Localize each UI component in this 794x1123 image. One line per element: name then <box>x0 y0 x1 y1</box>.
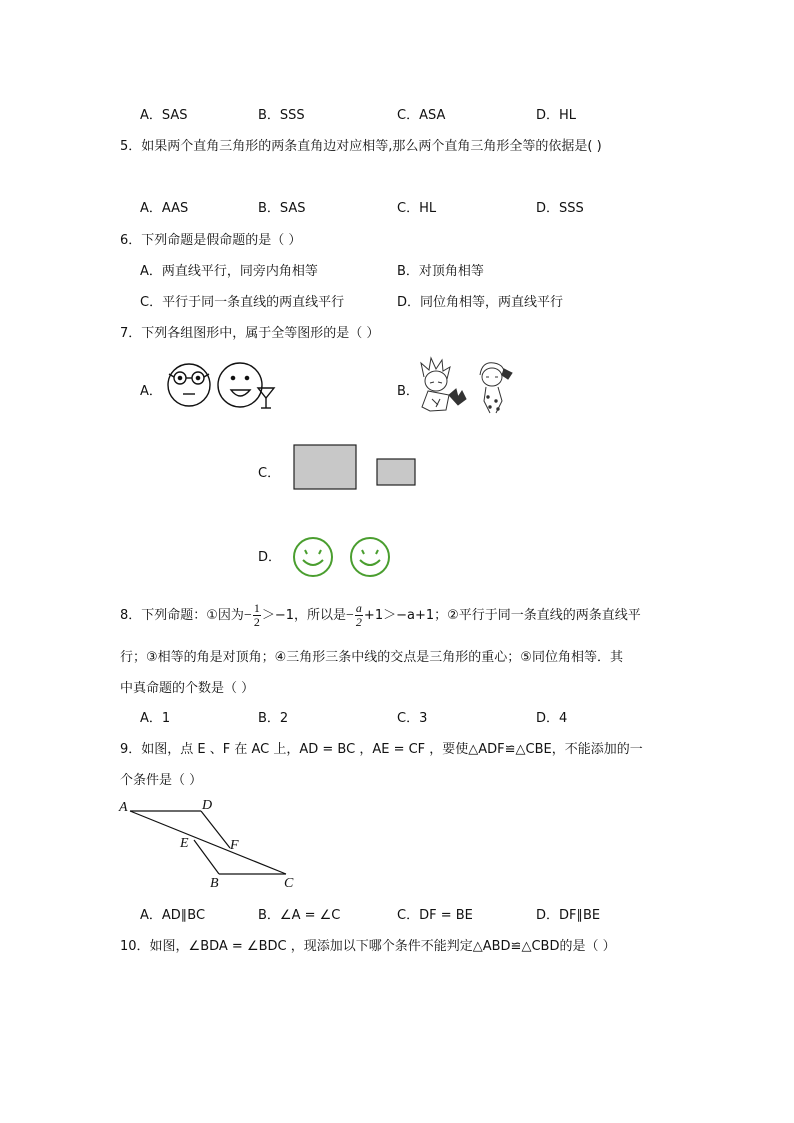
q5-stem: 5．如果两个直角三角形的两条直角边对应相等,那么两个直角三角形全等的依据是( ) <box>120 139 602 154</box>
label-B: B <box>210 876 219 891</box>
label-D: D <box>202 798 213 813</box>
q7-label-c: C． <box>258 466 281 481</box>
q8-option-b: B．2 <box>258 711 289 726</box>
q10-stem: 10．如图，∠BDA = ∠BDC ，现添加以下哪个条件不能判定△ABD≌△CBD的是（ ） <box>120 939 616 954</box>
segment-DF <box>201 811 230 848</box>
q9-option-a: A．AD∥BC <box>140 908 206 923</box>
q5-option-c: C．HL <box>397 201 437 216</box>
label-F: F <box>230 838 239 853</box>
q7-stem: 7．下列各组图形中，属于全等图形的是（ ） <box>120 326 380 341</box>
q6-option-b: B．对顶角相等 <box>397 264 484 279</box>
q7-figure-c <box>292 443 420 493</box>
q5-option-a: A．AAS <box>140 201 189 216</box>
q4-option-c: C．ASA <box>397 108 446 123</box>
q4-option-b: B．SSS <box>258 108 305 123</box>
q7-label-d: D． <box>258 550 282 565</box>
green-smiley-icon <box>294 538 332 576</box>
q5-option-d: D．SSS <box>536 201 584 216</box>
small-rectangle <box>377 459 415 485</box>
q7-label-a: A． <box>140 384 162 399</box>
label-C: C <box>284 876 294 891</box>
q8-fraction-1: $\frac{1}{2}$ <box>253 601 260 629</box>
q8-stem-line3: 中真命题的个数是（ ） <box>120 681 255 696</box>
q7-label-b: B． <box>397 384 419 399</box>
cartoon-boy-icon <box>421 358 466 411</box>
q9-option-b: B．∠A = ∠C <box>258 908 341 923</box>
q7-figure-a <box>166 358 278 414</box>
q8-option-a: A．1 <box>140 711 171 726</box>
cartoon-girl-icon <box>480 363 512 413</box>
large-rectangle <box>294 445 356 489</box>
green-smiley-icon <box>351 538 389 576</box>
q7-figure-b <box>416 355 516 417</box>
q6-option-d: D．同位角相等，两直线平行 <box>397 295 564 310</box>
q8-stem-line2: 行；③相等的角是对顶角；④三角形三条中线的交点是三角形的重心；⑤同位角相等．其 <box>120 650 623 665</box>
q7-figure-d <box>290 534 394 580</box>
q8-ineq1: ＞−1，所以是 <box>261 608 347 623</box>
q6-option-c: C．平行于同一条直线的两直线平行 <box>140 295 345 310</box>
smiley-cocktail-icon <box>218 363 274 408</box>
q8-option-c: C．3 <box>397 711 428 726</box>
q8-option-d: D．4 <box>536 711 568 726</box>
q9-figure <box>114 794 304 892</box>
label-A: A <box>119 800 128 815</box>
q6-stem: 6．下列命题是假命题的是（ ） <box>120 233 302 248</box>
q5-option-b: B．SAS <box>258 201 306 216</box>
q9-stem-line2: 个条件是（ ） <box>120 773 203 788</box>
q9-option-d: D．DF∥BE <box>536 908 601 923</box>
glasses-face-icon <box>168 364 210 406</box>
label-E: E <box>180 836 189 851</box>
q8-fraction-2: $\frac{a}{2}$ <box>355 601 362 629</box>
q4-option-a: A．SAS <box>140 108 188 123</box>
q8-ineq2: +1＞−a+1；②平行于同一条直线的两条直线平 <box>363 608 641 623</box>
q4-option-d: D．HL <box>536 108 577 123</box>
q6-option-a: A．两直线平行，同旁内角相等 <box>140 264 318 279</box>
q9-option-c: C．DF = BE <box>397 908 473 923</box>
q8-stem-a: 8．下列命题：①因为 <box>120 608 244 623</box>
q8-stem-line1: 8．下列命题：①因为− $\frac{1}{2}$ ＞−1，所以是− $\frac{a}{2}$ +1＞−a+1；②平行于同一条直线的两条直线平 <box>120 601 641 629</box>
q9-stem-line1: 9．如图，点 E 、F 在 AC 上，AD = BC ，AE = CF ，要使△ADF≌△CBE，不能添加的一 <box>120 742 643 757</box>
